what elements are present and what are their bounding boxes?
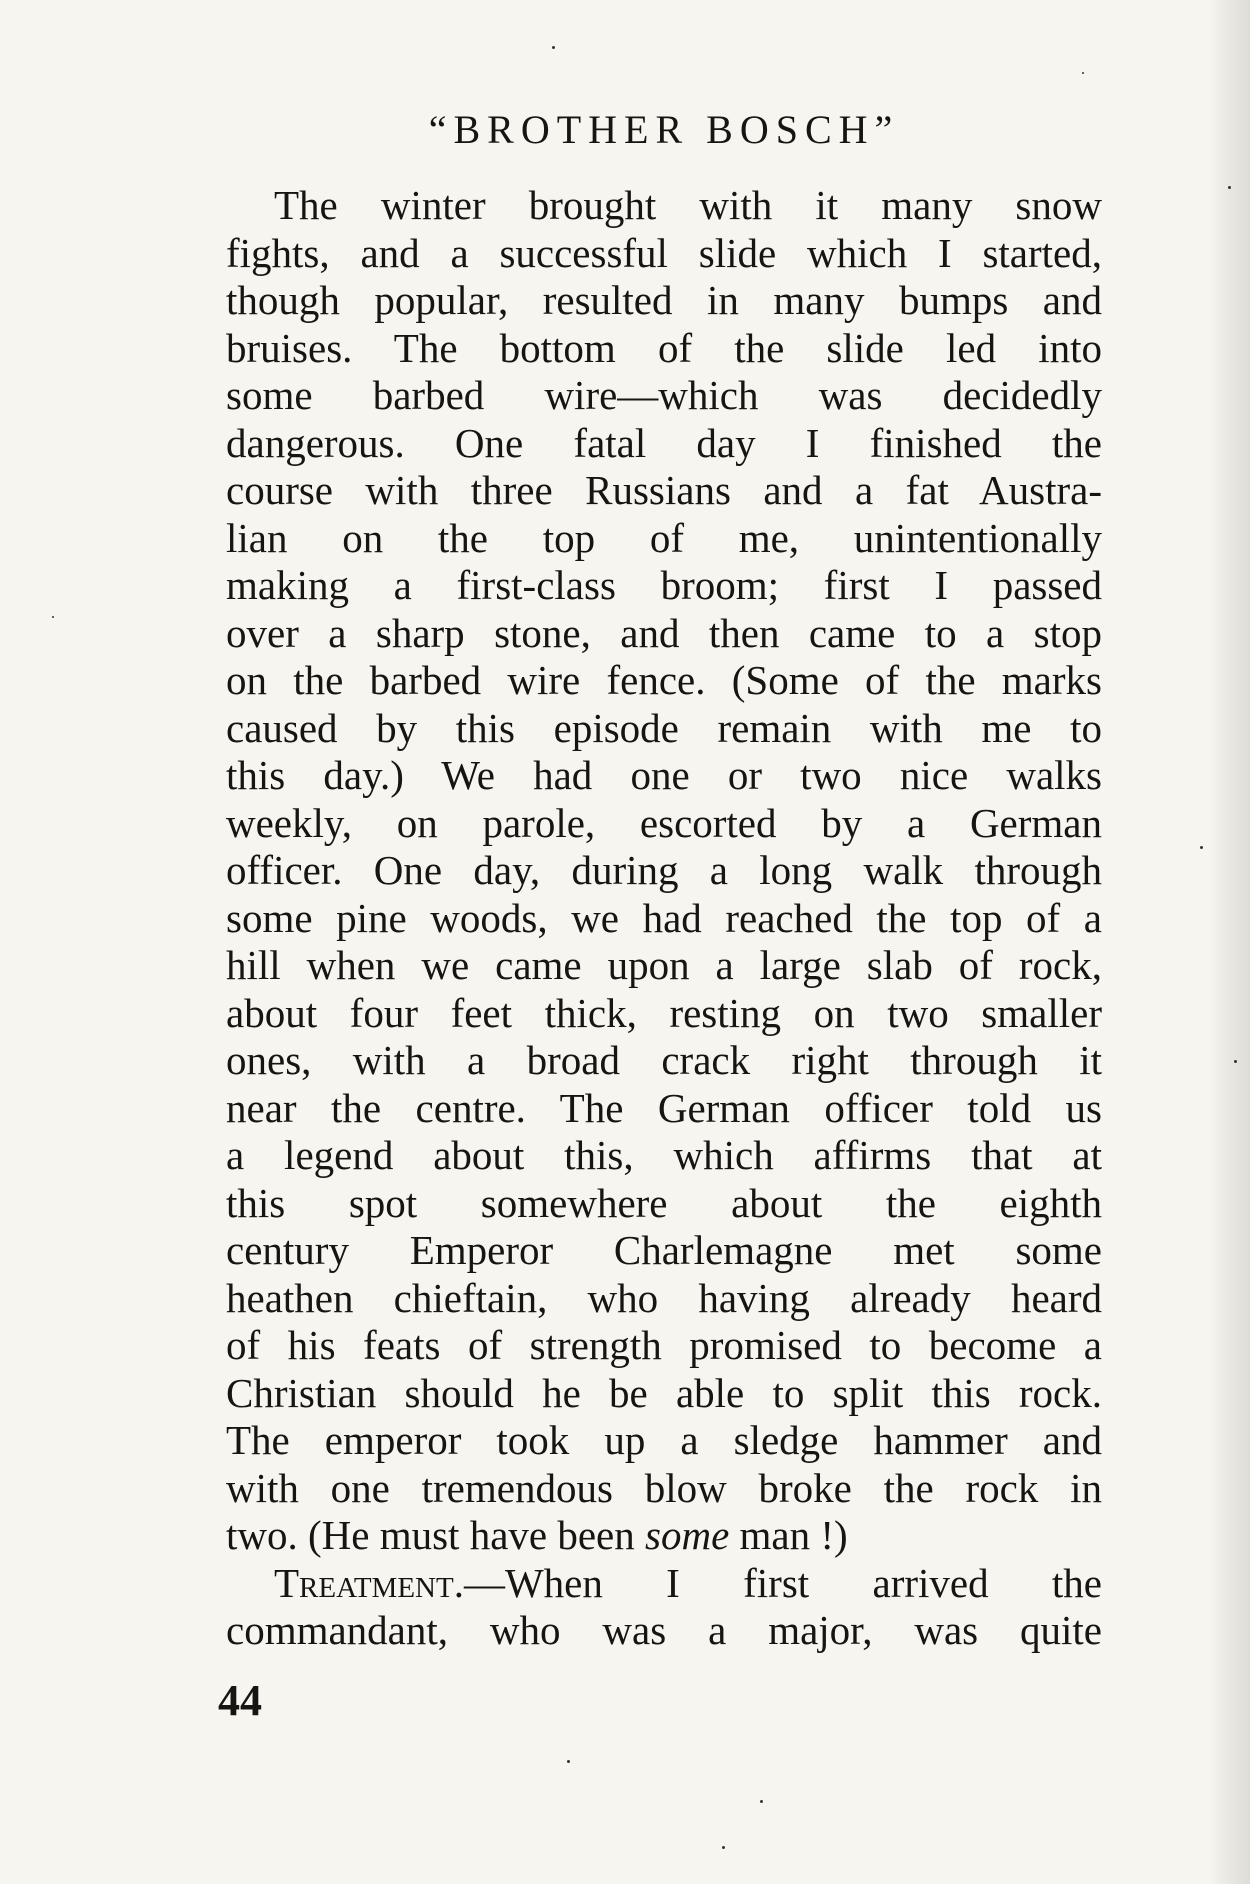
section-first-line <box>226 1560 1102 1608</box>
text-line: some pine woods, we had reached the top of a <box>226 894 1102 941</box>
print-speck <box>1234 1060 1237 1063</box>
text-line: over a sharp stone, and then came to a stop <box>226 609 1102 656</box>
text-run: man !) <box>729 1512 848 1558</box>
text-line: making a first-class broom; first I passed <box>226 562 1102 608</box>
text-line: century Emperor Charlemagne met some <box>226 1227 1102 1273</box>
text-line: The winter brought with it many snow <box>274 182 1102 228</box>
text-line: of his feats of strength promised to become a <box>226 1322 1102 1368</box>
text-line: weekly, on parole, escorted by a German <box>226 799 1102 846</box>
text-line: commandant, who was a major, was quite <box>226 1607 1102 1653</box>
text-line: caused by this episode remain with me to <box>226 704 1102 751</box>
print-speck <box>1082 72 1084 74</box>
emphasis-text: some <box>645 1512 730 1558</box>
text-line: course with three Russians and a fat Austra- <box>226 467 1102 513</box>
text-line: this spot somewhere about the eighth <box>226 1179 1102 1226</box>
print-speck <box>760 1800 763 1803</box>
text-line: The emperor took up a sledge hammer and <box>226 1417 1102 1463</box>
text-line: dangerous. One fatal day I finished the <box>226 419 1102 466</box>
text-run: two. (He must have been <box>226 1512 645 1558</box>
running-head: “BROTHER BOSCH” <box>428 107 900 152</box>
print-speck <box>552 46 555 49</box>
text-line: officer. One day, during a long walk through <box>226 847 1102 893</box>
page-edge-shadow <box>1208 0 1250 1884</box>
section-heading: Treatment. <box>274 1559 464 1606</box>
text-line: bruises. The bottom of the slide led into <box>226 324 1102 371</box>
text-line: on the barbed wire fence. (Some of the marks <box>226 657 1102 703</box>
text-line: hill when we came upon a large slab of rock, <box>226 942 1102 988</box>
page-number: 44 <box>218 1676 262 1725</box>
text-line: ones, with a broad crack right through it <box>226 1037 1102 1083</box>
text-line: lian on the top of me, unintentionally <box>226 514 1102 561</box>
text-line: a legend about this, which affirms that at <box>226 1132 1102 1178</box>
text-line: though popular, resulted in many bumps and <box>226 277 1102 323</box>
text-line: Christian should he be able to split this rock. <box>226 1369 1102 1416</box>
text-line: heathen chieftain, who having already heard <box>226 1274 1102 1321</box>
print-speck <box>52 616 54 618</box>
text-run: —When I first arrived the <box>463 1559 1102 1606</box>
print-speck <box>1228 186 1231 189</box>
text-line: some barbed wire—which was decidedly <box>226 372 1102 418</box>
text-line: about four feet thick, resting on two smaller <box>226 989 1102 1036</box>
text-line-last <box>226 1512 1102 1560</box>
text-line: near the centre. The German officer told us <box>226 1084 1102 1131</box>
print-speck <box>722 1846 725 1849</box>
print-speck <box>567 1760 570 1763</box>
text-line: this day.) We had one or two nice walks <box>226 752 1102 798</box>
text-line: with one tremendous blow broke the rock in <box>226 1464 1102 1511</box>
text-line: fights, and a successful slide which I started, <box>226 229 1102 276</box>
body-text <box>226 182 1102 1655</box>
print-speck <box>1200 846 1203 849</box>
